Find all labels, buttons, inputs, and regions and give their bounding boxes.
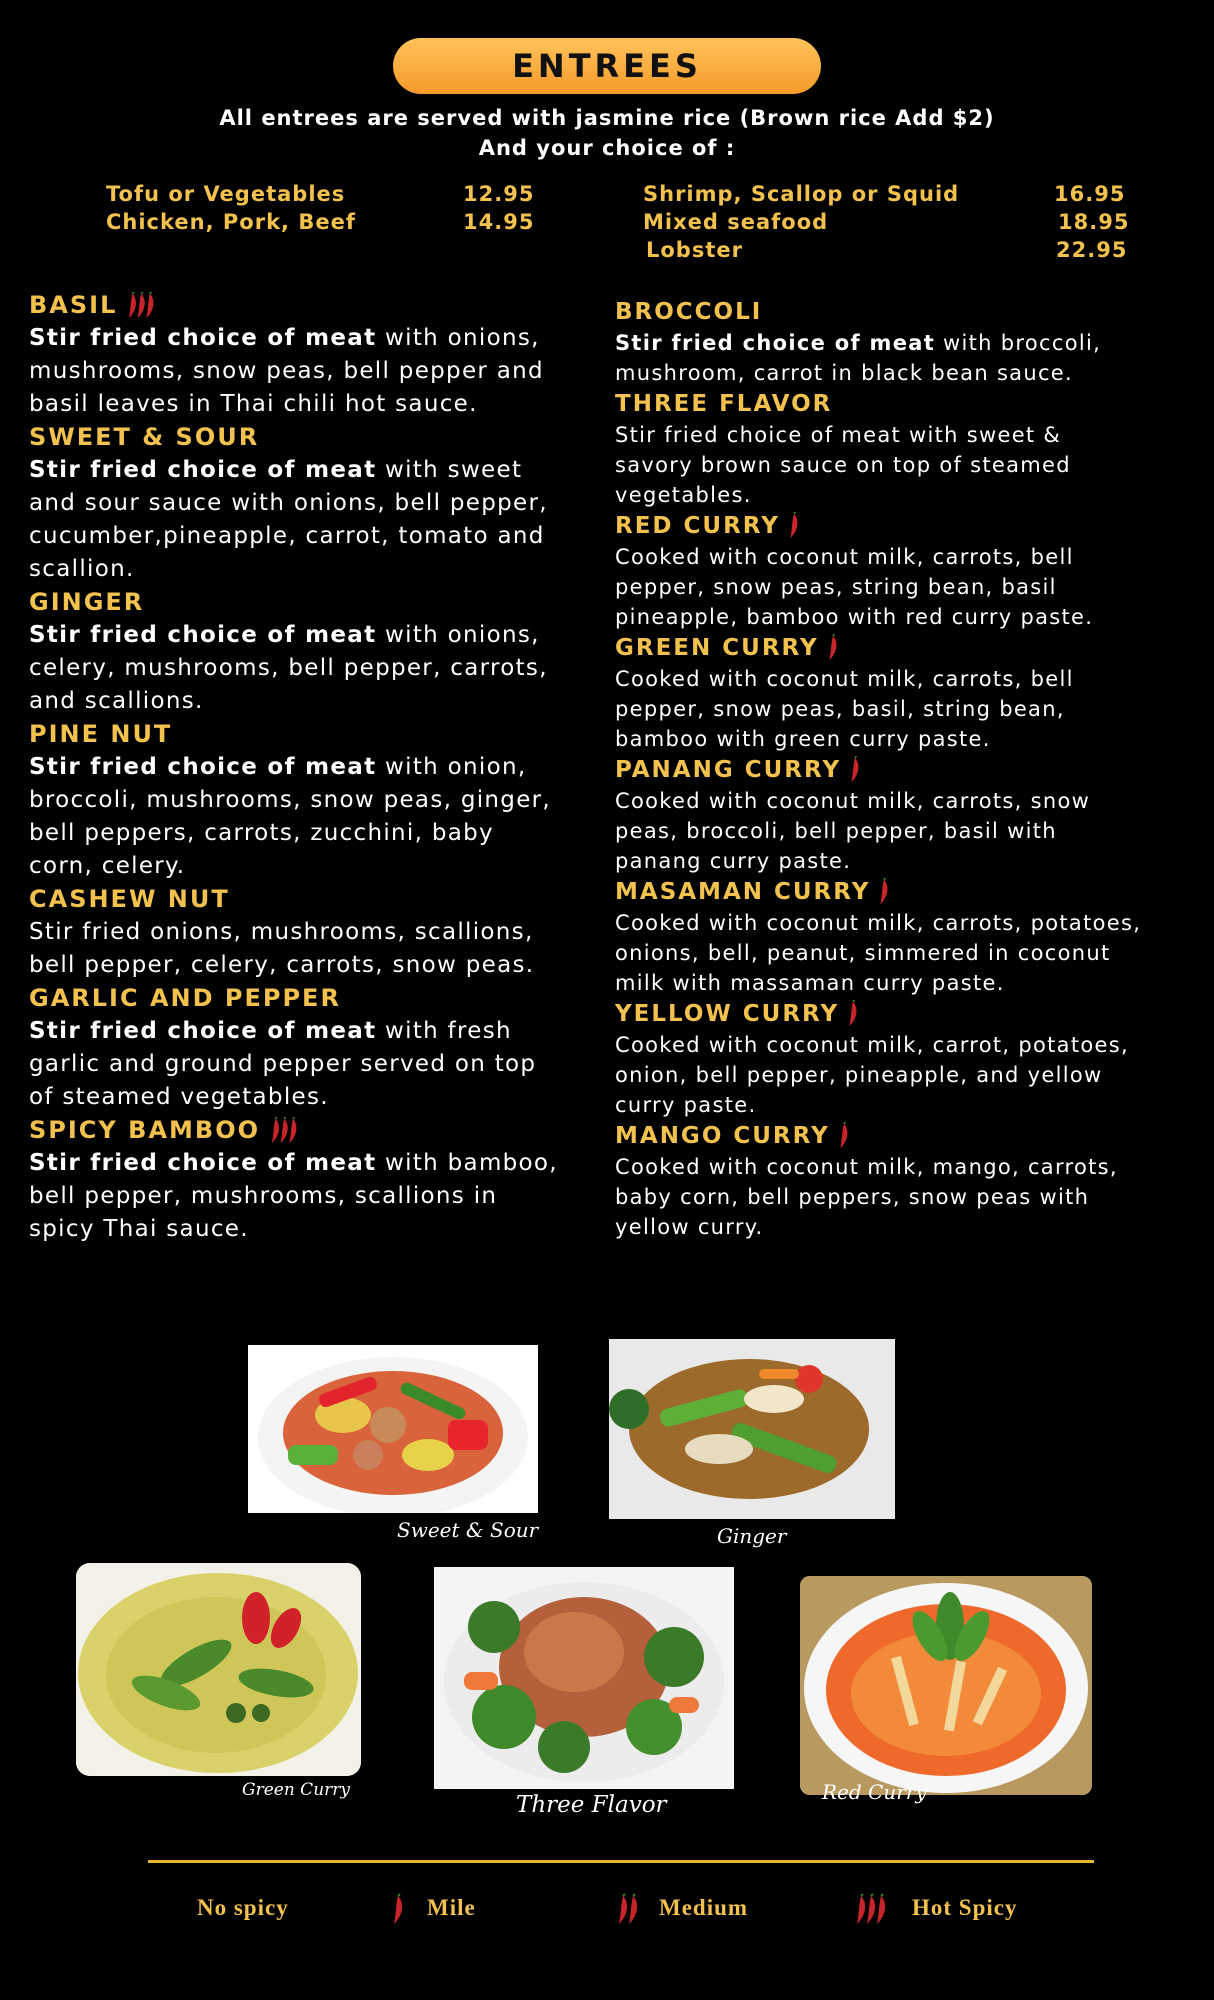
dish-name <box>615 632 1145 664</box>
dish-description-text: with bamboo, bell pepper, mushrooms, scallions in spicy Thai sauce. <box>29 1150 558 1242</box>
price-item: Tofu or Vegetables <box>106 182 346 206</box>
dish-description <box>615 664 1145 754</box>
price-value: 12.95 <box>463 182 535 206</box>
dish-description <box>29 619 559 718</box>
legend-divider <box>148 1860 1094 1863</box>
dish-description-text: with fresh garlic and ground pepper served on top of steamed vegetables. <box>29 1018 537 1110</box>
chili-icon <box>851 1884 893 1936</box>
dish-name <box>29 1114 559 1147</box>
dish-description-text: Cooked with coconut milk, carrot, potatoes, onion, bell pepper, pineapple, and yellow curry paste. <box>615 1033 1129 1117</box>
dish-name-text: PANANG CURRY <box>615 757 842 783</box>
caption-three-flavor: Three Flavor <box>516 1792 667 1818</box>
sweet-sour-photo <box>248 1345 538 1513</box>
dish-name <box>29 289 559 322</box>
left-dish-column <box>29 289 559 1246</box>
dish-description-text: Cooked with coconut milk, carrots, potatoes, onions, bell, peanut, simmered in coconut milk with massaman curry paste. <box>615 911 1142 995</box>
chili-mild-icon <box>388 1884 406 1940</box>
dish-name-text: BASIL <box>29 291 118 319</box>
dish-description <box>29 916 559 982</box>
chili-icon <box>843 1000 861 1028</box>
dish-description-lead: Stir fried choice of meat <box>615 331 936 355</box>
dish-description-text: with onions, mushrooms, snow peas, bell pepper and basil leaves in Thai chili hot sauce. <box>29 325 544 417</box>
dish-description-text: Cooked with coconut milk, carrots, snow peas, broccoli, bell pepper, basil with panang curry paste. <box>615 789 1091 873</box>
dish-name <box>29 586 559 619</box>
dish-name-text: GINGER <box>29 588 145 616</box>
price-item: Mixed seafood <box>643 210 829 234</box>
dish-name-text: THREE FLAVOR <box>615 391 833 417</box>
dish-name <box>615 1120 1145 1152</box>
dish-name-text: BROCCOLI <box>615 299 763 325</box>
dish-name <box>615 296 1145 328</box>
legend-medium: Medium <box>659 1895 749 1920</box>
red-curry-photo <box>800 1576 1092 1795</box>
dish-name-text: RED CURRY <box>615 513 780 539</box>
chili-icon <box>834 1122 852 1150</box>
dish-description-text: Cooked with coconut milk, carrots, bell pepper, snow peas, string bean, basil pineapple, bamboo with red curry paste. <box>615 545 1094 629</box>
chili-icon <box>121 292 163 320</box>
caption-ginger: Ginger <box>717 1524 787 1548</box>
ginger-photo <box>609 1339 895 1519</box>
dish-description <box>29 322 559 421</box>
dish-name-text: GARLIC AND PEPPER <box>29 984 341 1012</box>
dish-description-lead: Stir fried choice of meat <box>29 1018 377 1044</box>
dish-name <box>29 421 559 454</box>
dish-description-text: Cooked with coconut milk, carrots, bell pepper, snow peas, basil, string bean, bamboo with green curry paste. <box>615 667 1074 751</box>
dish-description-text: Stir fried choice of meat with sweet & savory brown sauce on top of steamed vegetables. <box>615 423 1071 507</box>
dish-description <box>29 1147 559 1246</box>
dish-description-text: Stir fried onions, mushrooms, scallions, bell pepper, celery, carrots, snow peas. <box>29 919 535 978</box>
dish-description-text: Cooked with coconut milk, mango, carrots, baby corn, bell peppers, snow peas with yellow curry. <box>615 1155 1118 1239</box>
dish-description-lead: Stir fried choice of meat <box>29 457 377 483</box>
right-dish-column <box>615 296 1145 1242</box>
dish-name <box>615 876 1145 908</box>
legend-hot: Hot Spicy <box>912 1895 1018 1920</box>
dish-description-text: with onions, celery, mushrooms, bell pepper, carrots, and scallions. <box>29 622 548 714</box>
dish-description <box>615 420 1145 510</box>
dish-name <box>615 388 1145 420</box>
caption-red-curry: Red Curry <box>822 1780 927 1804</box>
dish-name <box>615 754 1145 786</box>
dish-name-text: SPICY BAMBOO <box>29 1116 260 1144</box>
title-banner <box>393 38 821 94</box>
legend-mild: Mile <box>427 1895 476 1920</box>
dish-description <box>615 1030 1145 1120</box>
dish-description-text: with onion, broccoli, mushrooms, snow peas, ginger, bell peppers, carrots, zucchini, baby corn, celery. <box>29 754 552 879</box>
chili-icon <box>784 512 802 540</box>
dish-description <box>615 328 1145 388</box>
dish-description-lead: Stir fried choice of meat <box>29 754 377 780</box>
dish-name-text: MANGO CURRY <box>615 1123 830 1149</box>
dish-name <box>29 883 559 916</box>
green-curry-photo <box>76 1563 361 1776</box>
dish-name <box>29 718 559 751</box>
price-item: Lobster <box>646 238 743 262</box>
dish-description-text: with broccoli, mushroom, carrot in black bean sauce. <box>615 331 1102 385</box>
dish-description <box>615 786 1145 876</box>
chili-icon <box>823 634 841 662</box>
chili-icon <box>388 1884 406 1936</box>
dish-name-text: CASHEW NUT <box>29 885 230 913</box>
dish-description-lead: Stir fried choice of meat <box>29 325 377 351</box>
dish-name <box>615 510 1145 542</box>
dish-description <box>29 751 559 883</box>
intro-line-2: And your choice of : <box>478 136 736 160</box>
caption-green-curry: Green Curry <box>242 1780 350 1800</box>
price-value: 14.95 <box>463 210 535 234</box>
price-value: 22.95 <box>1056 238 1128 262</box>
dish-description-lead: Stir fried choice of meat <box>29 1150 377 1176</box>
dish-description <box>29 1015 559 1114</box>
price-value: 18.95 <box>1058 210 1130 234</box>
dish-description-text: with sweet and sour sauce with onions, bell pepper, cucumber,pineapple, carrot, tomato and scallion. <box>29 457 548 582</box>
dish-description-lead: Stir fried choice of meat <box>29 622 377 648</box>
legend-no-spicy: No spicy <box>197 1895 289 1920</box>
dish-name-text: PINE NUT <box>29 720 173 748</box>
chili-hot-icon <box>851 1884 893 1940</box>
price-item: Shrimp, Scallop or Squid <box>643 182 960 206</box>
dish-name <box>29 982 559 1015</box>
dish-name-text: SWEET & SOUR <box>29 423 260 451</box>
dish-description <box>615 908 1145 998</box>
caption-sweet-sour: Sweet & Sour <box>397 1518 539 1542</box>
dish-name <box>615 998 1145 1030</box>
chili-icon <box>845 756 863 784</box>
intro-line-1: All entrees are served with jasmine rice (Brown rice Add $2) <box>219 106 995 130</box>
chili-medium-icon <box>613 1884 643 1940</box>
dish-name-text: YELLOW CURRY <box>615 1001 840 1027</box>
dish-description <box>615 1152 1145 1242</box>
dish-description <box>615 542 1145 632</box>
chili-icon <box>264 1117 306 1145</box>
price-value: 16.95 <box>1054 182 1126 206</box>
page-title: ENTREES <box>512 47 702 85</box>
chili-icon <box>874 878 892 906</box>
dish-description <box>29 454 559 586</box>
three-flavor-photo <box>434 1567 734 1789</box>
dish-name-text: MASAMAN CURRY <box>615 879 871 905</box>
chili-icon <box>613 1884 643 1936</box>
dish-name-text: GREEN CURRY <box>615 635 819 661</box>
price-item: Chicken, Pork, Beef <box>106 210 356 234</box>
